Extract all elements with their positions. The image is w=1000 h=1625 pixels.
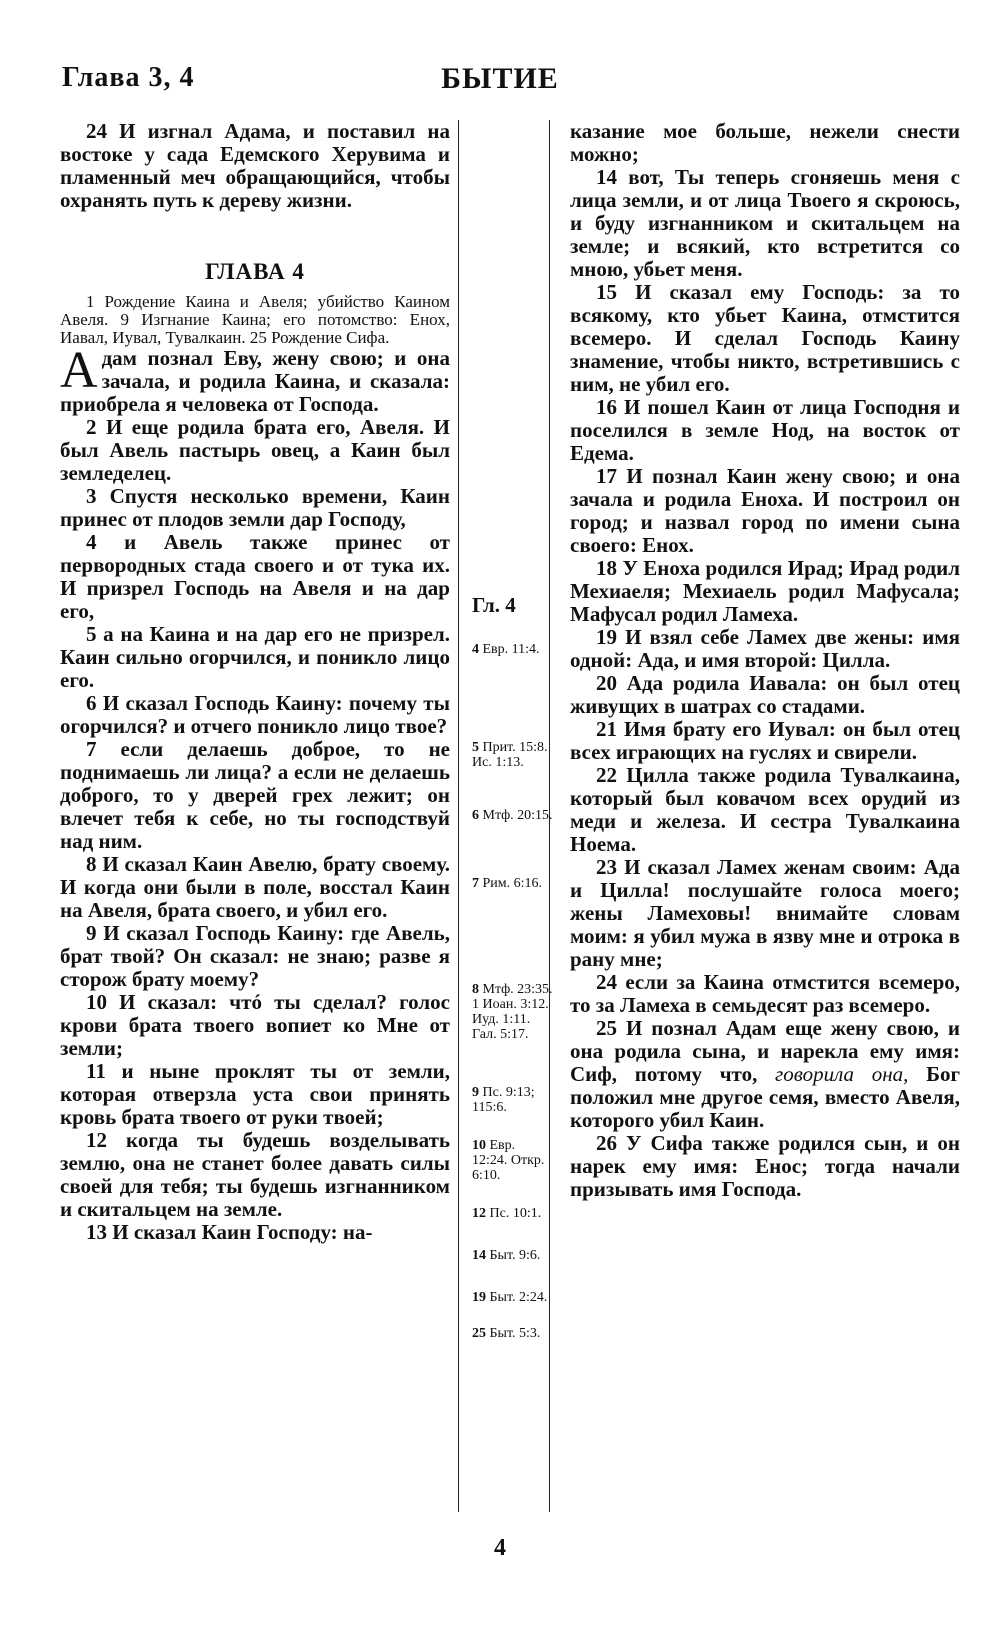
book-title: БЫТИЕ [441, 62, 559, 95]
verse: 3 Спустя несколько времени, Каин принес от плодов земли дар Господу, [60, 484, 450, 531]
verse: 18 У Еноха родился Ирад; Ирад родил Мехиаеля; Мехиаель родил Мафусала; Мафусал родил Ламеха. [570, 556, 960, 626]
verse: 8 И сказал Каин Авелю, брату своему. И когда они были в поле, восстал Каин на Авеля, брата своего, и убил его. [60, 852, 450, 922]
verse: 14 вот, Ты теперь сгоняешь меня с лица земли, и от лица Твоего я скроюсь, и буду изгнанником и скитальцем на земле; и всякий, кто встретится со мною, убьет меня. [570, 165, 960, 281]
verse: 2 И еще родила брата его, Авеля. И был Авель пастырь овец, а Каин был земледелец. [60, 415, 450, 485]
cross-ref: 6 Мтф. 20:15. [472, 808, 553, 823]
verse-4-1-text: дам познал Еву, жену свою; и она зачала, и родила Каина, и сказала: приобрела я человека от Господа. [60, 346, 450, 416]
chapter-running-head: Глава 3, 4 [62, 62, 195, 93]
verse: 6 И сказал Господь Каину: почему ты огорчился? и отчего поникло лицо твое? [60, 691, 450, 738]
left-column [60, 120, 450, 1244]
verse: 4 и Авель также принес от первородных стада своего и от тука их. И призрел Господь на Авеля и на дар его, [60, 530, 450, 623]
chapter-summary: 1 Рождение Каина и Авеля; убийство Каином Авеля. 9 Изгнание Каина; его потомство: Енох, Иавал, Иувал, Тувалкаин. 25 Рождение Сифа. [60, 292, 450, 347]
verse: 17 И познал Каин жену свою; и она зачала и родила Еноха. И построил он город; и назвал город по имени сына своего: Енох. [570, 464, 960, 557]
verse: 19 И взял себе Ламех две жены: имя одной: Ада, и имя второй: Цилла. [570, 625, 960, 672]
cross-ref: 4 Евр. 11:4. [472, 642, 540, 657]
drop-cap: А [60, 342, 98, 399]
cross-ref: 10 Евр. 12:24. Откр. 6:10. [472, 1138, 545, 1183]
cross-ref: 8 Мтф. 23:35. 1 Иоан. 3:12. Иуд. 1:11. Гал. 5:17. [472, 982, 553, 1042]
cross-ref: 5 Прит. 15:8. Ис. 1:13. [472, 740, 548, 770]
column-rule-left [458, 120, 459, 1512]
verse-4-1 [60, 342, 450, 416]
verse: 11 и ныне проклят ты от земли, которая отверзла уста свои принять кровь брата твоего от руки твоей; [60, 1059, 450, 1129]
verse: 9 И сказал Господь Каину: где Авель, брат твой? Он сказал: не знаю; разве я сторож брату моему? [60, 921, 450, 991]
verse: 7 если делаешь доброе, то не поднимаешь ли лица? а если не делаешь доброго, то у дверей грех лежит; он влечет тебя к себе, но ты господствуй над ним. [60, 737, 450, 853]
chapter-ref-label: Гл. 4 [472, 593, 516, 617]
verse-continuation: казание мое больше, нежели снести можно; [570, 119, 960, 166]
verse: 13 И сказал Каин Господу: на- [86, 1220, 373, 1244]
cross-ref: 12 Пс. 10:1. [472, 1206, 542, 1221]
right-column [570, 120, 960, 1201]
cross-ref: 19 Быт. 2:24. [472, 1290, 548, 1305]
verse: 20 Ада родила Иавала: он был отец живущих в шатрах со стадами. [570, 671, 960, 718]
verse: 24 если за Каина отмстится всемеро, то за Ламеха в семьдесят раз всемеро. [570, 970, 960, 1017]
chapter-title: ГЛАВА 4 [205, 259, 305, 284]
cross-ref: 7 Рим. 6:16. [472, 876, 543, 891]
cross-ref: 14 Быт. 9:6. [472, 1248, 541, 1263]
verse: 5 а на Каина и на дар его не призрел. Каин сильно огорчился, и поникло лицо его. [60, 622, 450, 692]
page-number: 4 [494, 1535, 506, 1561]
cross-ref: 25 Быт. 5:3. [472, 1326, 541, 1341]
verse: 15 И сказал ему Господь: за то всякому, кто убьет Каина, отмстится всемеро. И сделал Господь Каину знамение, чтобы никто, встретившись с ним, не убил его. [570, 280, 960, 396]
verse: 16 И пошел Каин от лица Господня и поселился в земле Нод, на восток от Едема. [570, 395, 960, 465]
verse: 12 когда ты будешь возделывать землю, она не станет более давать силы своей для тебя; ты будешь изгнанником и скитальцем на земле. [60, 1128, 450, 1221]
verse: 23 И сказал Ламех женам своим: Ада и Цилла! послушайте голоса моего; жены Ламеховы! внимайте словам моим: я убил мужа в язву мне и отрока в рану мне; [570, 855, 960, 971]
verse-25: 25 И познал Адам еще жену свою, и она родила сына, и нарекла ему имя: Сиф, потому что, говорила она, Бог положил мне другое семя, вместо Авеля, которого убил Каин. [570, 1016, 960, 1132]
verse: 22 Цилла также родила Тувалкаина, который был ковачом всех орудий из меди и железа. И сестра Тувалкаина Ноема. [570, 763, 960, 856]
verse: 10 И сказал: чтó ты сделал? голос крови брата твоего вопиет ко Мне от земли; [60, 990, 450, 1060]
italic-insertion: говорила она, [775, 1062, 909, 1086]
verse-26: 26 У Сифа также родился сын, и он нарек ему имя: Енос; тогда начали призывать имя Господа. [570, 1131, 960, 1201]
verse-3-24: 24 И изгнал Адама, и поставил на востоке у сада Едемского Херувима и пламенный меч обращающийся, чтобы охранять путь к дереву жизни. [60, 119, 450, 212]
verse: 21 Имя брату его Иувал: он был отец всех играющих на гуслях и свирели. [570, 717, 960, 764]
cross-ref: 9 Пс. 9:13; 115:6. [472, 1085, 535, 1115]
